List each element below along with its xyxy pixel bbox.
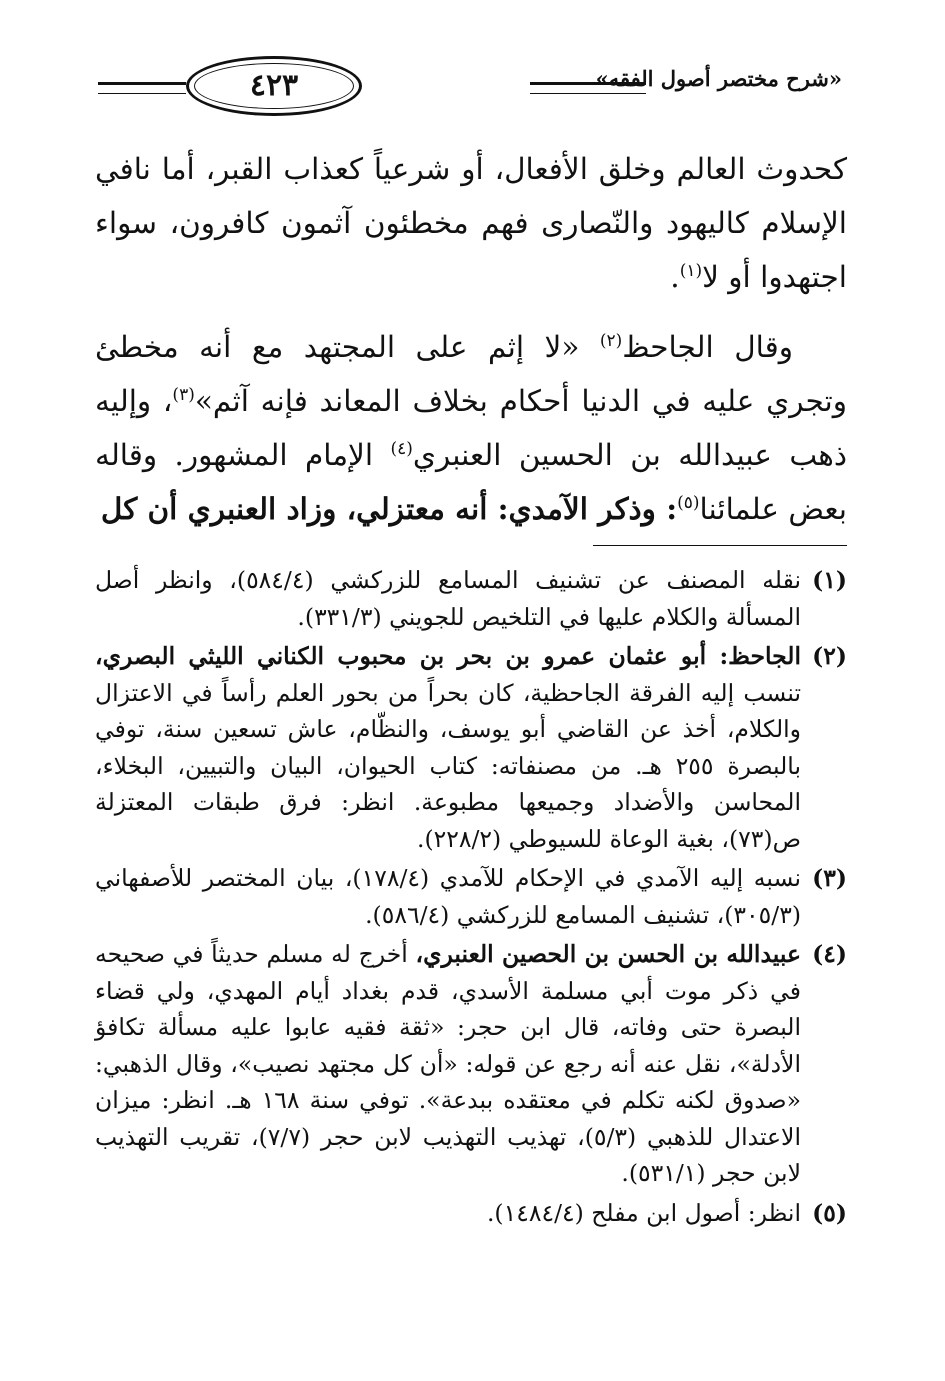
- paragraph-2-text-b: «لا إثم على المجتهد مع أنه مخطئ وتجري عليه في الدنيا أحكام بخلاف المعاند فإنه آثم»: [95, 330, 848, 418]
- footnote-person-name: الجاحظ: أبو عثمان عمرو بن بحر بن محبوب الكناني الليثي البصري،: [95, 642, 801, 670]
- paragraph-1-end: .: [670, 260, 680, 294]
- header-rule-left: [98, 82, 186, 94]
- footnote-1: [95, 562, 847, 635]
- footnote-ref-4[interactable]: (٤): [390, 439, 413, 460]
- footnote-body: [95, 638, 801, 857]
- paragraph-2-text-e: : وذكر الآمدي: أنه معتزلي، وزاد العنبري أن كل: [100, 491, 678, 526]
- footnote-2: [95, 638, 847, 857]
- footnote-marker: (٢): [812, 642, 847, 670]
- paragraph-1-text: كحدوث العالم وخلق الأفعال، أو شرعياً كعذاب القبر، أما نافي الإسلام كاليهود والنّصارى فهم مخطئون آثمون كافرون، سواء اجتهدوا أو لا: [95, 152, 847, 294]
- footnote-text: انظر: أصول ابن مفلح (١٤٨٤/٤).: [486, 1198, 801, 1227]
- paragraph-2: [95, 320, 847, 536]
- footnote-divider: [593, 545, 847, 546]
- book-title: «شرح مختصر أصول الفقه»: [595, 66, 842, 91]
- footnote-ref-5[interactable]: (٥): [677, 493, 700, 514]
- footnote-marker: (٣): [812, 864, 847, 892]
- footnote-ref-3[interactable]: (٣): [172, 385, 195, 406]
- footnote-3: [95, 860, 847, 933]
- footnotes: [95, 562, 847, 1234]
- footnote-marker: (٤): [812, 940, 847, 968]
- footnote-marker: (١): [812, 566, 847, 594]
- footnote-text: تنسب إليه الفرقة الجاحظية، كان بحراً من بحور العلم رأساً في الاعتزال والكلام، أخذ عن القاضي أبو يوسف، والنظّام، عاش تسعين سنة، توفي بالبصرة ٢٥٥ هـ. من مصنفاته: كتاب الحيوان، البيان والتبيين، البخلاء، المحاسن والأضداد وجميعها مطبوعة. انظر: فرق طبقات المعتزلة ص(٧٣)، بغية الوعاة للسيوطي (٢٢٨/٢).: [95, 678, 801, 853]
- footnote-4: [95, 936, 847, 1192]
- footnote-text: نقله المصنف عن تشنيف المسامع للزركشي (٥٨٤/٤)، وانظر أصل المسألة والكلام عليها في التلخيص للجويني (٣٣١/٣).: [95, 566, 802, 631]
- paragraph-1: [95, 142, 847, 304]
- footnote-body: [95, 936, 801, 1192]
- footnote-text: نسبه إليه الآمدي في الإحكام للآمدي (١٧٨/٤)، بيان المختصر للأصفهاني (٣٠٥/٣)، تشنيف المسامع للزركشي (٥٨٦/٤).: [95, 864, 801, 929]
- footnote-5: [95, 1195, 847, 1232]
- page-number: ٤٢٣: [249, 68, 299, 103]
- paragraph-2-text-c: ، وإليه ذهب عبيدالله بن الحسين العنبري: [95, 384, 847, 472]
- footnote-person-name: عبيدالله بن الحسن بن الحصين العنبري،: [415, 940, 801, 968]
- footnote-text: أخرج له مسلم حديثاً في صحيحه في ذكر موت أبي مسلمة الأسدي، قدم بغداد أيام المهدي، ولي قضاء البصرة حتى وفاته، قال ابن حجر: «ثقة فقيه عابوا عليه مسألة تكافؤ الأدلة»، نقل عنه أنه رجع عن قوله: «أن كل مجتهد نصيب»، وقال الذهبي: «صدوق لكنه تكلم في معتقده ببدعة». توفي سنة ١٦٨ هـ. انظر: ميزان الاعتدال للذهبي (٥/٣)، تهذيب التهذيب لابن حجر (٧/٧)، تقريب التهذيب لابن حجر (٥٣١/١).: [95, 940, 801, 1187]
- footnote-marker: (٥): [812, 1198, 847, 1227]
- footnote-ref-1[interactable]: (١): [679, 261, 703, 282]
- main-text: [95, 142, 847, 536]
- footnote-ref-2[interactable]: (٢): [599, 331, 623, 352]
- page-header: [98, 52, 850, 126]
- page-number-badge: [186, 56, 362, 116]
- header-rule-right: [530, 82, 646, 94]
- paragraph-2-text-d: الإمام المشهور. وقاله بعض علمائنا: [95, 438, 847, 526]
- paragraph-2-text-a: وقال الجاحظ: [622, 330, 793, 364]
